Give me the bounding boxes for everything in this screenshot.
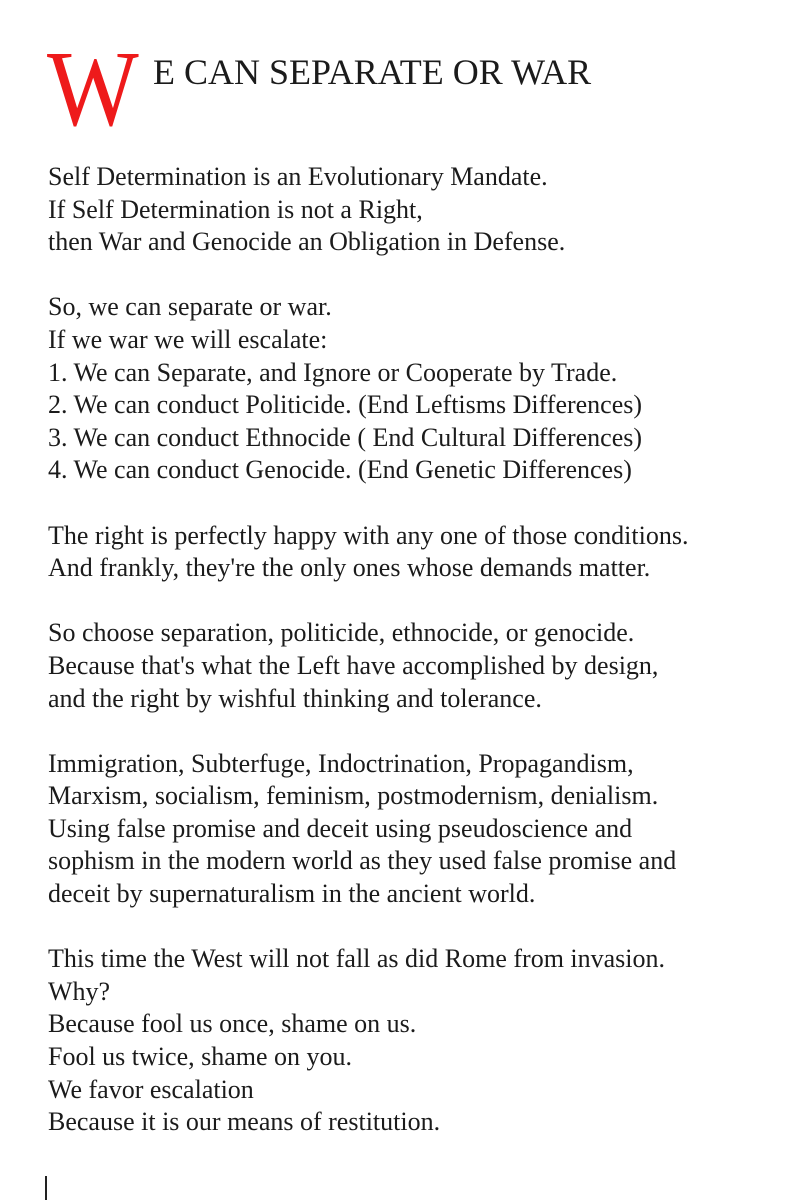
text-line: The right is perfectly happy with any one of those conditions. (48, 520, 689, 550)
text-line: deceit by supernaturalism in the ancient world. (48, 879, 536, 909)
text-line: We favor escalation (48, 1074, 254, 1104)
text-line: sophism in the modern world as they used false promise and (48, 846, 677, 876)
text-line: and the right by wishful thinking and tolerance. (48, 683, 542, 713)
text-line: And frankly, they're the only ones whose demands matter. (48, 553, 651, 583)
text-caret (45, 1176, 47, 1200)
title-text: E CAN SEPARATE OR WAR (153, 52, 592, 92)
text-line: 4. We can conduct Genocide. (End Genetic Differences) (48, 455, 632, 485)
text-line: Because that's what the Left have accomplished by design, (48, 650, 659, 680)
paragraph (48, 748, 793, 911)
dropcap-letter: W (47, 30, 139, 149)
text-line: So, we can separate or war. (48, 292, 332, 322)
text-line: Marxism, socialism, feminism, postmodernism, denialism. (48, 781, 659, 811)
document-title (0, 0, 804, 150)
text-line: So choose separation, politicide, ethnocide, or genocide. (48, 618, 635, 648)
text-line: 2. We can conduct Politicide. (End Leftisms Differences) (48, 390, 643, 420)
text-line: Immigration, Subterfuge, Indoctrination, Propagandism, (48, 748, 634, 778)
paragraph (48, 617, 793, 715)
paragraph (48, 161, 793, 259)
text-line: If Self Determination is not a Right, (48, 194, 423, 224)
text-line: Because fool us once, shame on us. (48, 1009, 417, 1039)
text-line: If we war we will escalate: (48, 324, 328, 354)
text-line: This time the West will not fall as did Rome from invasion. (48, 944, 666, 974)
paragraph (48, 520, 793, 585)
text-line: Because it is our means of restitution. (48, 1107, 441, 1137)
text-area[interactable] (48, 161, 793, 1139)
text-line: Using false promise and deceit using pseudoscience and (48, 813, 633, 843)
paragraph (48, 291, 793, 487)
text-line: Why? (48, 976, 111, 1006)
text-line: then War and Genocide an Obligation in Defense. (48, 227, 566, 257)
text-line: Self Determination is an Evolutionary Mandate. (48, 162, 548, 191)
text-line: 1. We can Separate, and Ignore or Cooperate by Trade. (48, 357, 618, 387)
text-line: 3. We can conduct Ethnocide ( End Cultural Differences) (48, 422, 643, 452)
paragraph (48, 943, 793, 1139)
text-line: Fool us twice, shame on you. (48, 1042, 353, 1072)
